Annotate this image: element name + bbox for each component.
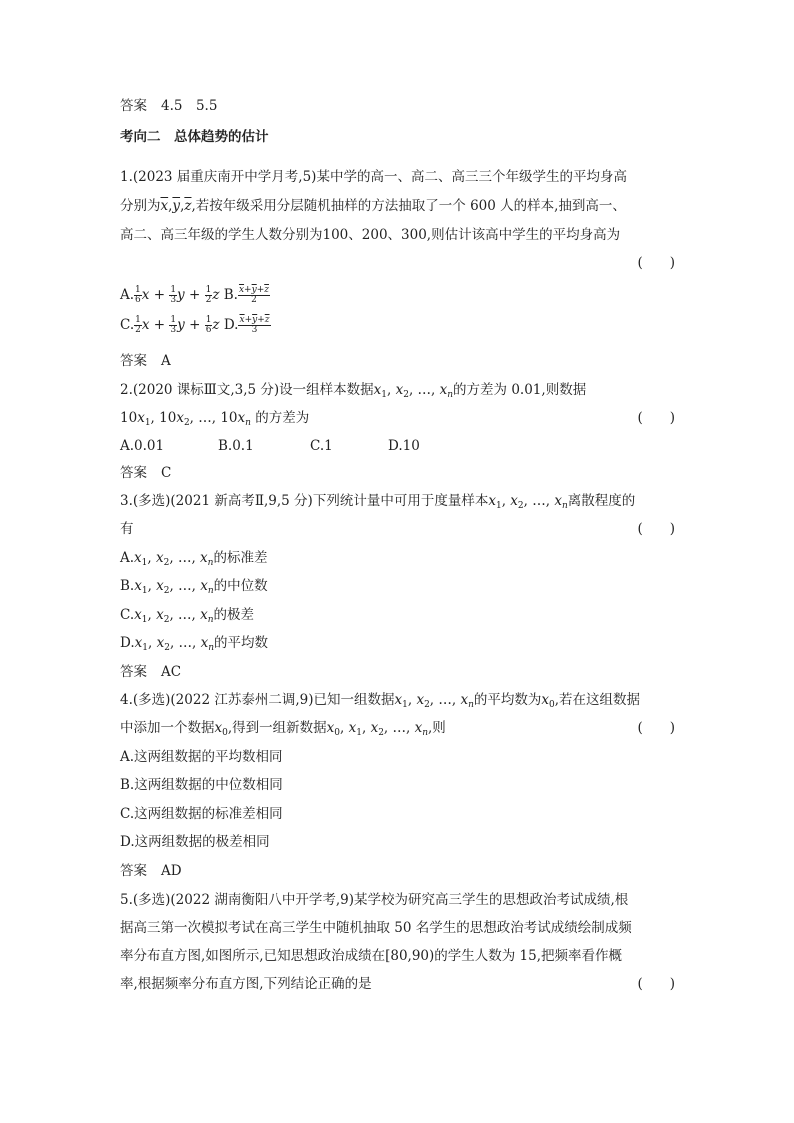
q4-option-c: C.这两组数据的标准差相同 (120, 806, 283, 822)
q2-line1: 2.(2020 课标Ⅲ文,3,5 分)设一组样本数据$x_1$, $x_2$, …, $x_n$的方差为 0.01,则数据 (120, 382, 587, 400)
q3-option-d: $D.x_1$, $x_2$, …, $x_n$的平均数 (120, 635, 269, 653)
q1-paren-row (120, 254, 675, 272)
q2-option-a: A.0.01 (120, 438, 165, 454)
q5-line3: 率分布直方图,如图所示,已知思想政治成绩在[80,90)的学生人数为 15,把频率看作概 (120, 948, 623, 964)
q3-option-a: $A.x_1$, $x_2$, …, $x_n$的标准差 (120, 550, 268, 568)
q3-line1: 3.(多选)(2021 新高考Ⅱ,9,5 分)下列统计量中可用于度量样本$x_1$, $x_2$, …, $x_n$离散程度的 (120, 493, 636, 511)
q1-line3: 高二、高三年级的学生人数分别为100、200、300,则估计该高中学生的平均身高为 (120, 227, 621, 243)
q1-option-c: C. $\frac{1}{2}$ x + $\frac{1}{3}$ y + $\frac{1}{6}$ z (120, 315, 220, 335)
q1-option-a: A. $\frac{1}{6}$ x + $\frac{1}{3}$ y + $\frac{1}{2}$ z (120, 285, 220, 305)
q4-line2: 中添加一个数据$x_0$,得到一组新数据$x_0$, $x_1$, $x_2$, …, $x_n$,则 ( ) (120, 720, 675, 738)
q2-option-b: B.0.1 (218, 438, 254, 454)
q1-answer: 答案 A (120, 353, 171, 369)
answer-value: 4.5 5.5 (161, 98, 218, 114)
answer-bracket: ( ) (637, 720, 675, 736)
q4-answer: 答案 AD (120, 863, 182, 879)
q2-options (120, 437, 675, 455)
q1-line1: 1.(2023 届重庆南开中学月考,5)某中学的高一、高二、高三三个年级学生的平均身高 (120, 169, 627, 185)
q2-option-d: D.10 (388, 438, 420, 454)
q3-option-c: $C.x_1$, $x_2$, …, $x_n$的极差 (120, 607, 255, 625)
q1-options-cd (120, 316, 675, 338)
q5-line2: 据高三第一次模拟考试在高三学生中随机抽取 50 名学生的思想政治考试成绩绘制成频 (120, 920, 632, 936)
q5-line1: 5.(多选)(2022 湖南衡阳八中开学考,9)某学校为研究高三学生的思想政治考试成绩,根 (120, 892, 629, 908)
q5-line4: 率,根据频率分布直方图,下列结论正确的是 ( ) (120, 976, 675, 992)
q4-option-a: A.这两组数据的平均数相同 (120, 749, 283, 765)
intro-answer (120, 97, 675, 115)
q2-answer: 答案 C (120, 465, 172, 481)
answer-label: 答案 (120, 98, 147, 114)
q1-line2: 分别为$\overline{x},\overline{y},\overline{z}$,若按年级采用分层随机抽样的方法抽取了一个 600 人的样本,抽到高一、 (120, 198, 626, 214)
q3-option-b: $B.x_1$, $x_2$, …, $x_n$的中位数 (120, 578, 268, 596)
q3-answer: 答案 AC (120, 664, 182, 680)
answer-bracket: ( ) (637, 410, 675, 426)
q4-option-b: B.这两组数据的中位数相同 (120, 777, 283, 793)
q2-line2: $10x_1$, $10x_2$, …, $10x_n$ 的方差为 ( ) (120, 410, 675, 428)
answer-bracket: ( ) (637, 521, 675, 537)
q4-option-d: D.这两组数据的极差相同 (120, 834, 270, 850)
q4-line1: 4.(多选)(2022 江苏泰州二调,9)已知一组数据$x_1$, $x_2$, …, $x_n$的平均数为$x_0$,若在这组数据 (120, 692, 641, 710)
q3-line2: 有 ( ) (120, 521, 675, 537)
q1-options-ab (120, 286, 675, 308)
section-title: 考向二 总体趋势的估计 (120, 129, 269, 145)
q1-option-d: D. $\frac{\overline{x}+\overline{y}+\overline{z}}{3}$ (223, 315, 270, 335)
q1-option-b: B. $\frac{\overline{x}+\overline{y}+\overline{z}}{2}$ (223, 285, 269, 305)
q2-option-c: C.1 (310, 438, 333, 454)
answer-bracket: ( ) (637, 255, 675, 271)
answer-bracket: ( ) (637, 976, 675, 992)
